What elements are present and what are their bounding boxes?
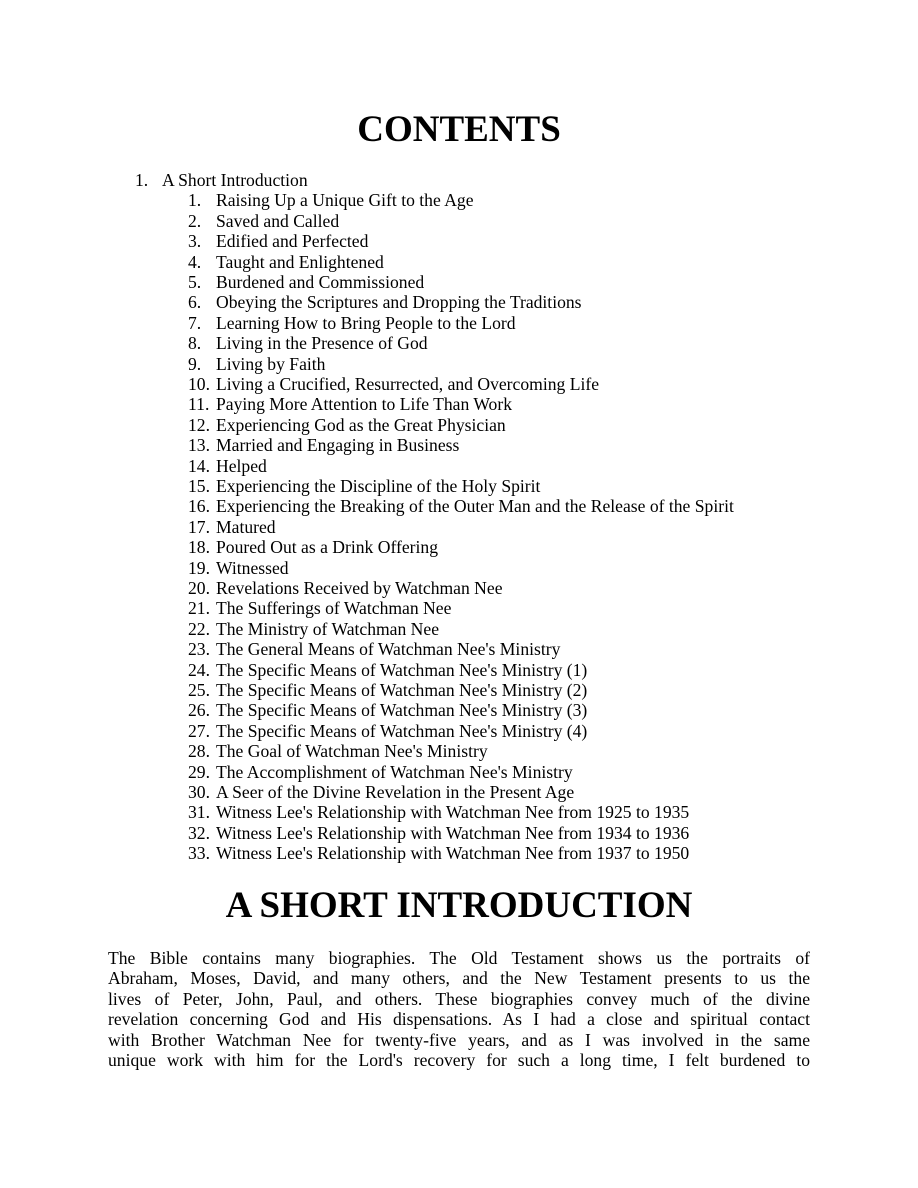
toc-item-label: The Goal of Watchman Nee's Ministry [216, 741, 488, 762]
paragraph-line: revelation concerning God and His dispensations. As I had a close and spiritual contact [108, 1009, 810, 1030]
toc-item-number: 15. [188, 476, 210, 496]
toc-item-number: 22. [188, 618, 210, 639]
toc-item-label: Witness Lee's Relationship with Watchman Nee from 1934 to 1936 [216, 822, 690, 843]
toc-item-label: Witnessed [216, 557, 289, 578]
toc-item-number: 1. [135, 170, 149, 190]
toc-item-number: 28. [188, 741, 210, 762]
toc-item-number: 17. [188, 516, 210, 537]
toc-item-label: A Seer of the Divine Revelation in the Present Age [216, 782, 575, 802]
toc-item-number: 12. [188, 414, 210, 435]
toc-item-number: 25. [188, 680, 210, 700]
toc-item-number: 4. [188, 251, 202, 272]
toc-item-label: Poured Out as a Drink Offering [216, 537, 438, 558]
toc-item-number: 24. [188, 659, 210, 680]
toc-item-number: 21. [188, 598, 210, 619]
toc-item-label: Obeying the Scriptures and Dropping the Traditions [216, 292, 582, 313]
toc-item-label: Raising Up a Unique Gift to the Age [216, 190, 474, 211]
toc-item-label: Experiencing God as the Great Physician [216, 414, 506, 435]
toc-item-label: Helped [216, 455, 267, 476]
toc-item-label: The Specific Means of Watchman Nee's Ministry (2) [216, 680, 588, 700]
toc-item-label: The Ministry of Watchman Nee [216, 618, 440, 639]
toc-item-label: Burdened and Commissioned [216, 272, 425, 292]
paragraph-line: with Brother Watchman Nee for twenty-five years, and as I was involved in the same [108, 1029, 810, 1050]
contents-heading: CONTENTS [357, 109, 561, 150]
paragraph-line: The Bible contains many biographies. The Old Testament shows us the portraits of [108, 948, 810, 968]
toc-item-number: 29. [188, 761, 210, 782]
toc-item-label: Revelations Received by Watchman Nee [216, 578, 503, 598]
toc-item-label: Learning How to Bring People to the Lord [216, 312, 516, 333]
toc-item-label: Paying More Attention to Life Than Work [216, 394, 513, 415]
paragraph-line: Abraham, Moses, David, and many others, and the New Testament presents to us the [108, 968, 810, 989]
toc-item-number: 14. [188, 455, 210, 476]
toc-item-number: 11. [188, 394, 210, 415]
toc-item-number: 1. [188, 190, 202, 211]
toc-item-label: Witness Lee's Relationship with Watchman Nee from 1937 to 1950 [216, 843, 690, 864]
toc-item-number: 26. [188, 700, 210, 721]
intro-paragraph [108, 948, 810, 1070]
toc-item-number: 3. [188, 231, 202, 252]
toc-item-number: 16. [188, 496, 210, 517]
toc-item-label: Saved and Called [216, 210, 340, 231]
toc-item-label: Edified and Perfected [216, 231, 369, 252]
toc-item-number: 18. [188, 537, 210, 558]
toc-item-number: 20. [188, 578, 210, 598]
toc-item-number: 33. [188, 843, 210, 864]
toc-item-number: 27. [188, 720, 210, 741]
toc-item-number: 5. [188, 272, 202, 292]
toc-item-label: The Sufferings of Watchman Nee [216, 598, 452, 619]
paragraph-line: unique work with him for the Lord's recovery for such a long time, I felt burdened to [108, 1049, 810, 1070]
toc-item-number: 13. [188, 435, 210, 456]
toc-item-number: 19. [188, 557, 210, 578]
toc-item-number: 9. [188, 353, 202, 374]
toc-item-label: The Specific Means of Watchman Nee's Ministry (3) [216, 700, 588, 721]
toc-item-number: 32. [188, 822, 210, 843]
toc-item-label: Experiencing the Discipline of the Holy Spirit [216, 476, 541, 496]
toc-item-number: 7. [188, 312, 202, 333]
paragraph-line: lives of Peter, John, Paul, and others. These biographies convey much of the divine [108, 988, 810, 1009]
toc-item-number: 2. [188, 210, 202, 231]
toc-item-number: 23. [188, 639, 210, 660]
toc-item-number: 31. [188, 802, 210, 823]
toc-item-number: 6. [188, 292, 202, 313]
toc-item-label: Matured [216, 516, 276, 537]
toc-item-label: Married and Engaging in Business [216, 435, 460, 456]
toc-item-label: The General Means of Watchman Nee's Ministry [216, 639, 561, 660]
toc-item-number: 10. [188, 374, 210, 394]
toc-item-label: Experiencing the Breaking of the Outer Man and the Release of the Spirit [216, 496, 734, 517]
section-heading: A SHORT INTRODUCTION [225, 885, 693, 926]
toc-item-label: Living by Faith [216, 353, 326, 374]
toc-item-label: Taught and Enlightened [216, 251, 384, 272]
toc-item-label: The Specific Means of Watchman Nee's Ministry (4) [216, 720, 588, 741]
toc-item-number: 30. [188, 782, 210, 802]
toc-item-label: Witness Lee's Relationship with Watchman Nee from 1925 to 1935 [216, 802, 690, 823]
toc-item-label: The Specific Means of Watchman Nee's Ministry (1) [216, 659, 588, 680]
toc-item-label: Living a Crucified, Resurrected, and Overcoming Life [216, 374, 600, 394]
toc-item-label: A Short Introduction [162, 170, 308, 190]
toc-item-label: The Accomplishment of Watchman Nee's Ministry [216, 761, 573, 782]
toc-item-label: Living in the Presence of God [216, 333, 428, 354]
toc-item-number: 8. [188, 333, 202, 354]
